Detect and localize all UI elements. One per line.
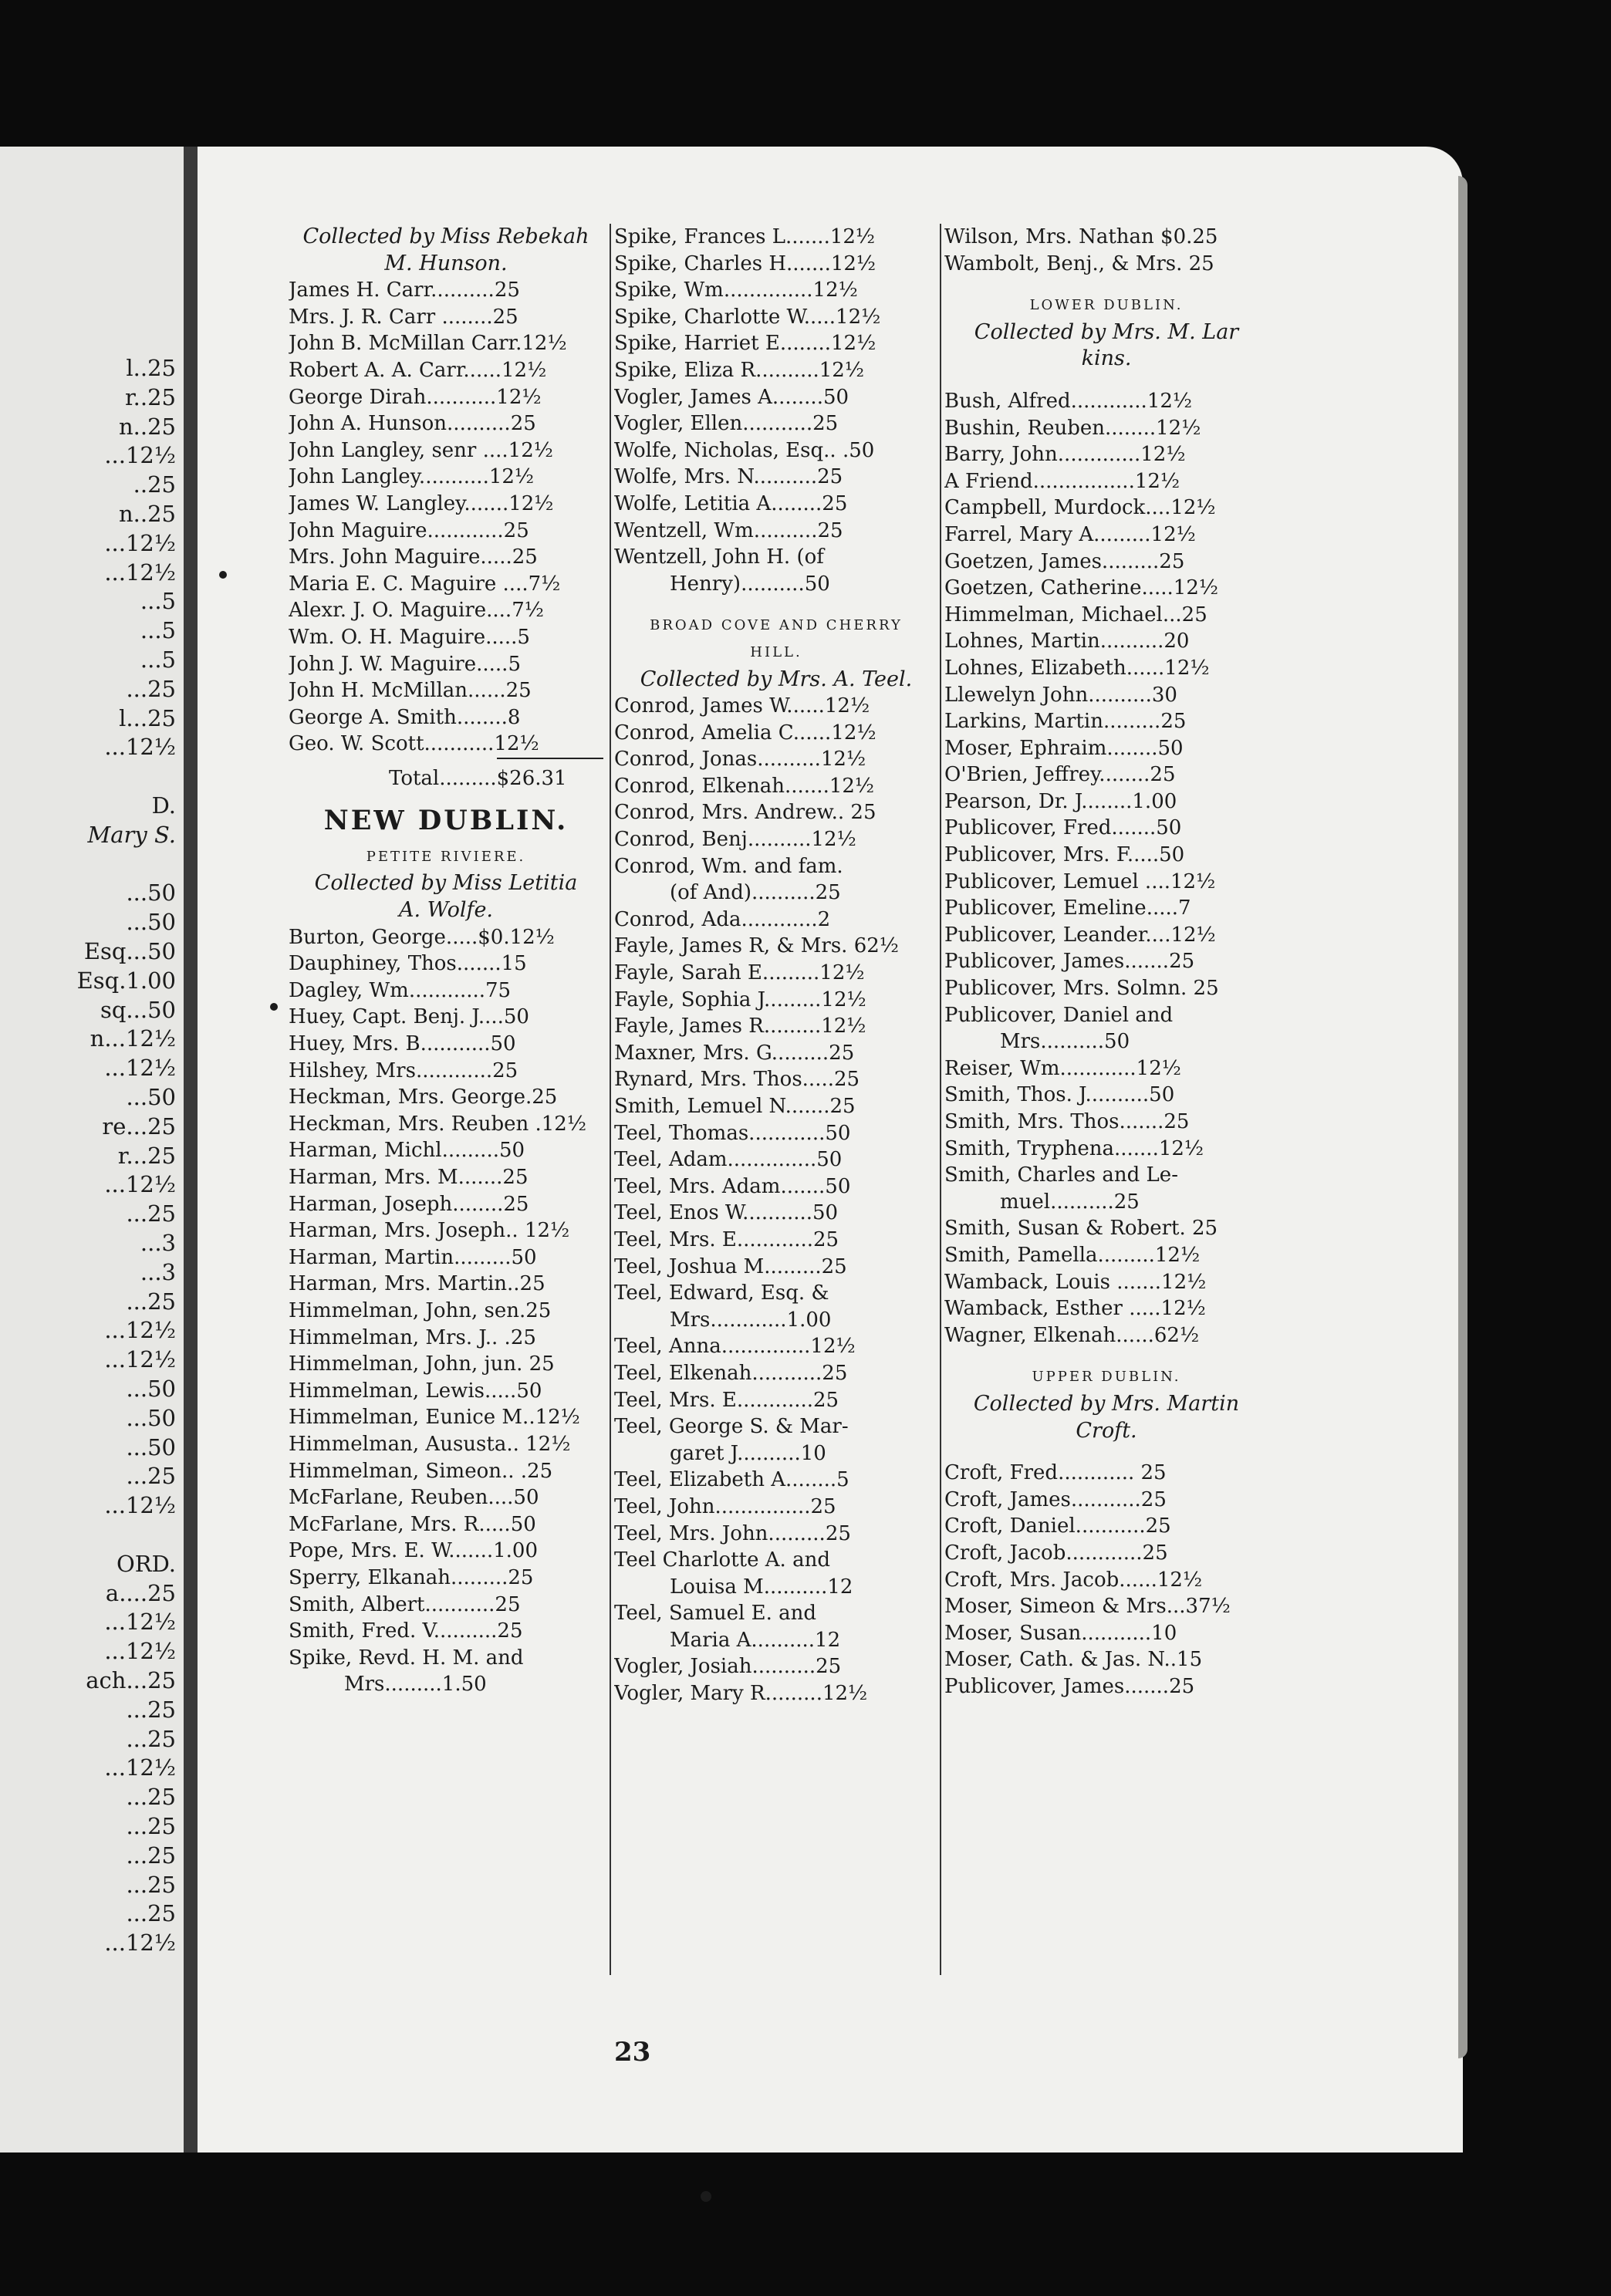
list-item: Pope, Mrs. E. W.......1.00 xyxy=(289,1539,539,1563)
list-item: John H. McMillan......25 xyxy=(289,679,532,703)
list-item: Harman, Joseph........25 xyxy=(289,1192,529,1216)
list-item: Teel, George S. & Mar- xyxy=(614,1415,849,1439)
ink-speck xyxy=(270,1003,278,1011)
entry-list xyxy=(614,693,938,1707)
fragment-line: n..25 xyxy=(118,501,176,527)
list-item: Lohnes, Martin..........20 xyxy=(944,630,1190,653)
list-item: Henry)..........50 xyxy=(670,572,830,596)
list-item: James W. Langley.......12½ xyxy=(289,491,554,515)
list-item: John B. McMillan Carr.12½ xyxy=(289,332,567,356)
fragment-line: ...12½ xyxy=(104,559,176,586)
list-item: Wolfe, Letitia A........25 xyxy=(614,491,848,515)
list-item: Heckman, Mrs. George.25 xyxy=(289,1086,558,1109)
fragment-line: ...5 xyxy=(140,647,176,673)
list-item: Moser, Simeon & Mrs...37½ xyxy=(944,1595,1231,1619)
list-item: Wentzell, John H. (of xyxy=(614,545,824,569)
fragment-line: ...3 xyxy=(140,1230,176,1256)
column-3 xyxy=(944,224,1268,1700)
list-item: Maria A..........12 xyxy=(670,1628,841,1652)
list-item: Fayle, James R.........12½ xyxy=(614,1015,866,1038)
list-item: Harman, Martin.........50 xyxy=(289,1245,537,1269)
fragment-line: ORD. xyxy=(116,1550,176,1577)
book-spine xyxy=(184,147,198,2152)
fragment-line: ...25 xyxy=(126,1696,176,1723)
list-item: Conrod, Amelia C......12½ xyxy=(614,721,876,745)
list-item: Moser, Ephraim........50 xyxy=(944,736,1184,760)
list-item: Croft, Jacob............25 xyxy=(944,1541,1168,1565)
list-item: Burton, George.....$0.12½ xyxy=(289,925,555,949)
fragment-line: ...12½ xyxy=(104,1609,176,1636)
list-item: Harman, Michl.........50 xyxy=(289,1139,525,1163)
fragment-line: n..25 xyxy=(118,413,176,440)
list-item: Teel, Mrs. E............25 xyxy=(614,1227,839,1251)
list-item: Vogler, James A........50 xyxy=(614,385,849,409)
list-item: James H. Carr..........25 xyxy=(289,279,520,302)
fragment-line: ...3 xyxy=(140,1258,176,1285)
entry-list xyxy=(289,277,603,758)
fragment-line: ...25 xyxy=(126,1871,176,1898)
fragment-line: Esq.1.00 xyxy=(76,967,176,994)
previous-page-fragment xyxy=(0,147,184,2152)
fragment-line: sq...50 xyxy=(100,996,176,1023)
list-item: Huey, Mrs. B...........50 xyxy=(289,1032,516,1056)
list-item: Goetzen, James.........25 xyxy=(944,549,1185,573)
collector-heading-cont: kins. xyxy=(1081,346,1132,371)
list-item: Dagley, Wm............75 xyxy=(289,978,512,1002)
list-item: garet J..........10 xyxy=(670,1441,826,1465)
list-item: A Friend................12½ xyxy=(944,469,1180,493)
fragment-line: a....25 xyxy=(105,1579,176,1606)
list-item: Wambolt, Benj., & Mrs. 25 xyxy=(944,252,1214,275)
page-edge xyxy=(1458,176,1467,2058)
list-item: Campbell, Murdock....12½ xyxy=(944,496,1216,520)
ink-speck xyxy=(219,571,227,579)
fragment-line: ...12½ xyxy=(104,1638,176,1665)
list-item: Spike, Wm..............12½ xyxy=(614,279,858,302)
list-item: Himmelman, Eunice M..12½ xyxy=(289,1406,580,1430)
fragment-line: ..25 xyxy=(133,471,176,498)
list-item: Smith, Mrs. Thos.......25 xyxy=(944,1110,1190,1133)
fragment-line: ...50 xyxy=(126,1433,176,1460)
list-item: Himmelman, Simeon.. .25 xyxy=(289,1459,553,1483)
list-item: Conrod, Benj..........12½ xyxy=(614,828,856,852)
fragment-line: ...25 xyxy=(126,1288,176,1315)
list-item: Conrod, Jonas..........12½ xyxy=(614,748,866,772)
list-item: Conrod, Ada............2 xyxy=(614,907,831,931)
list-item: Smith, Lemuel N.......25 xyxy=(614,1095,856,1118)
list-item: Smith, Charles and Le- xyxy=(944,1163,1178,1187)
list-item: George A. Smith........8 xyxy=(289,705,521,729)
list-item: Teel, Samuel E. and xyxy=(614,1602,817,1626)
list-item: Goetzen, Catherine.....12½ xyxy=(944,576,1219,600)
list-item: Wolfe, Nicholas, Esq.. .50 xyxy=(614,438,875,462)
list-item: Himmelman, Mrs. J.. .25 xyxy=(289,1325,536,1349)
list-item: Smith, Tryphena.......12½ xyxy=(944,1136,1204,1160)
list-item: Wm. O. H. Maguire.....5 xyxy=(289,625,530,649)
fragment-line: ...12½ xyxy=(104,442,176,469)
list-item: Himmelman, Aususta.. 12½ xyxy=(289,1432,571,1456)
list-item: Teel, Adam..............50 xyxy=(614,1148,843,1172)
collector-heading-cont: M. Hunson. xyxy=(384,251,508,275)
collector-heading: Collected by Miss Rebekah xyxy=(302,225,589,248)
collector-heading-cont: A. Wolfe. xyxy=(398,898,494,923)
fragment-line: l...25 xyxy=(119,704,176,731)
fragment-line: ...25 xyxy=(126,1842,176,1869)
fragment-line: ...5 xyxy=(140,617,176,644)
fragment-line: ...12½ xyxy=(104,1317,176,1344)
fragment-line: Esq...50 xyxy=(83,938,176,964)
entry-list xyxy=(614,224,938,597)
list-item: Wamback, Louis .......12½ xyxy=(944,1270,1207,1294)
list-item: McFarlane, Mrs. R.....50 xyxy=(289,1512,536,1536)
list-item: Spike, Eliza R..........12½ xyxy=(614,358,865,382)
sub-title: PETITE RIVIERE. xyxy=(366,848,526,865)
fragment-line: n...12½ xyxy=(90,1025,176,1052)
fragment-line: ...50 xyxy=(126,880,176,907)
list-item: Spike, Frances L.......12½ xyxy=(614,225,876,248)
list-item: Heckman, Mrs. Reuben .12½ xyxy=(289,1112,587,1136)
collector-heading: Collected by Miss Letitia xyxy=(314,871,578,896)
collector-heading: Collected by Mrs. Martin xyxy=(973,1391,1240,1416)
list-item: Croft, Fred............ 25 xyxy=(944,1461,1167,1485)
list-item: Teel, Elizabeth A........5 xyxy=(614,1468,849,1492)
list-item: Croft, Mrs. Jacob......12½ xyxy=(944,1568,1203,1592)
list-item: O'Brien, Jeffrey........25 xyxy=(944,763,1176,787)
fragment-line: ...50 xyxy=(126,1404,176,1431)
list-item: Wagner, Elkenah......62½ xyxy=(944,1323,1200,1347)
list-item: Publicover, Lemuel ....12½ xyxy=(944,869,1216,893)
list-item: Alexr. J. O. Maguire....7½ xyxy=(289,599,544,623)
list-item: Conrod, Elkenah.......12½ xyxy=(614,774,875,798)
list-item: Larkins, Martin.........25 xyxy=(944,710,1187,734)
list-item: George Dirah...........12½ xyxy=(289,385,542,409)
list-item: Rynard, Mrs. Thos.....25 xyxy=(614,1068,860,1092)
sub-title: BROAD COVE AND CHERRY xyxy=(650,617,903,634)
list-item: Conrod, Wm. and fam. xyxy=(614,854,843,878)
fragment-line: ...25 xyxy=(126,1900,176,1927)
list-item: Harman, Mrs. M.......25 xyxy=(289,1166,529,1189)
list-item: Teel, John...............25 xyxy=(614,1494,836,1518)
fragment-line: ...12½ xyxy=(104,734,176,761)
list-item: Publicover, Mrs. Solmn. 25 xyxy=(944,977,1219,1001)
fragment-line: Mary S. xyxy=(87,821,176,848)
list-item: Croft, Daniel...........25 xyxy=(944,1514,1171,1538)
list-item: Teel, Enos W...........50 xyxy=(614,1201,839,1225)
list-item: Mrs..........50 xyxy=(1000,1030,1130,1054)
list-item: (of And)..........25 xyxy=(670,881,841,905)
list-item: Spike, Harriet E........12½ xyxy=(614,332,876,356)
fragment-line: r...25 xyxy=(117,1142,176,1169)
list-item: Smith, Thos. J..........50 xyxy=(944,1083,1175,1107)
list-item: Moser, Cath. & Jas. N..15 xyxy=(944,1648,1203,1672)
list-item: Moser, Susan...........10 xyxy=(944,1621,1177,1645)
collector-heading-cont: Croft. xyxy=(1076,1418,1137,1443)
fragment-line: ...12½ xyxy=(104,1930,176,1957)
list-item: muel..........25 xyxy=(1000,1190,1140,1214)
list-item: John Langley...........12½ xyxy=(289,465,535,489)
list-item: Mrs. J. R. Carr ........25 xyxy=(289,305,518,329)
list-item: Croft, James...........25 xyxy=(944,1487,1167,1511)
fragment-line: ...12½ xyxy=(104,1754,176,1781)
fragment-line: ...50 xyxy=(126,1084,176,1110)
list-item: John Langley, senr ....12½ xyxy=(289,438,553,462)
list-item: Robert A. A. Carr......12½ xyxy=(289,358,547,382)
column-divider xyxy=(940,224,941,1975)
list-item: Wolfe, Mrs. N..........25 xyxy=(614,465,843,489)
list-item: Teel, Thomas............50 xyxy=(614,1121,851,1145)
column-divider xyxy=(610,224,611,1975)
list-item: Huey, Capt. Benj. J....50 xyxy=(289,1005,529,1029)
list-item: Mrs.........1.50 xyxy=(344,1673,487,1697)
list-item: Publicover, James.......25 xyxy=(944,950,1195,974)
list-item: Lohnes, Elizabeth......12½ xyxy=(944,656,1210,680)
list-item: McFarlane, Reuben....50 xyxy=(289,1486,539,1510)
list-item: Publicover, Daniel and xyxy=(944,1003,1174,1027)
ink-speck xyxy=(701,2191,711,2202)
list-item: Vogler, Ellen...........25 xyxy=(614,412,839,436)
fragment-line: ...25 xyxy=(126,1813,176,1839)
total-row xyxy=(389,758,603,798)
list-item: Farrel, Mary A.........12½ xyxy=(944,522,1196,546)
entry-list xyxy=(944,1460,1268,1700)
list-item: Louisa M..........12 xyxy=(670,1575,853,1599)
list-item: Wentzell, Wm..........25 xyxy=(614,518,843,542)
list-item: Himmelman, John, jun. 25 xyxy=(289,1352,555,1376)
list-item: Spike, Charlotte W.....12½ xyxy=(614,305,881,329)
fragment-line: ...12½ xyxy=(104,529,176,556)
list-item: Teel, Mrs. E............25 xyxy=(614,1388,839,1412)
list-item: Fayle, Sophia J.........12½ xyxy=(614,988,866,1011)
list-item: Maria E. C. Maguire ....7½ xyxy=(289,572,561,596)
list-item: Teel, Mrs. John.........25 xyxy=(614,1521,851,1545)
list-item: Publicover, Fred.......50 xyxy=(944,816,1182,840)
list-item: Mrs. John Maguire.....25 xyxy=(289,545,538,569)
list-item: Publicover, Leander....12½ xyxy=(944,923,1216,947)
list-item: Wamback, Esther .....12½ xyxy=(944,1297,1206,1321)
page-number: 23 xyxy=(614,2037,651,2068)
fragment-line: ...25 xyxy=(126,1200,176,1227)
sub-title: LOWER DUBLIN. xyxy=(1029,297,1184,314)
column-2 xyxy=(614,224,938,1707)
fragment-line: ...5 xyxy=(140,588,176,615)
fragment-line: ach...25 xyxy=(86,1667,176,1693)
fragment-line: ...25 xyxy=(126,1725,176,1752)
list-item: Maxner, Mrs. G.........25 xyxy=(614,1041,855,1065)
list-item: Himmelman, Lewis.....50 xyxy=(289,1379,542,1403)
list-item: Barry, John.............12½ xyxy=(944,443,1186,467)
total-text: Total.........$26.31 xyxy=(389,766,567,790)
list-item: Wilson, Mrs. Nathan $0.25 xyxy=(944,225,1218,248)
fragment-line: ...25 xyxy=(126,1463,176,1490)
list-item: Vogler, Mary R.........12½ xyxy=(614,1682,868,1706)
list-item: Smith, Pamella.........12½ xyxy=(944,1243,1201,1267)
list-item: Geo. W. Scott...........12½ xyxy=(289,732,539,756)
list-item: Teel, Anna..............12½ xyxy=(614,1335,856,1359)
list-item: Harman, Mrs. Joseph.. 12½ xyxy=(289,1219,570,1243)
fragment-line: D. xyxy=(151,792,176,819)
list-item: John J. W. Maguire.....5 xyxy=(289,652,521,676)
list-item: Fayle, Sarah E.........12½ xyxy=(614,961,865,985)
list-item: Teel, Elkenah...........25 xyxy=(614,1361,848,1385)
list-item: Conrod, James W......12½ xyxy=(614,694,870,718)
fragment-line: ...25 xyxy=(126,675,176,702)
fragment-line: ...12½ xyxy=(104,1346,176,1373)
entry-list xyxy=(944,224,1268,277)
list-item: Sperry, Elkanah.........25 xyxy=(289,1565,534,1589)
column-1 xyxy=(289,224,603,1698)
fragment-line: re...25 xyxy=(102,1113,176,1140)
list-item: Bushin, Reuben........12½ xyxy=(944,416,1201,440)
list-item: Teel, Mrs. Adam.......50 xyxy=(614,1174,851,1198)
list-item: John A. Hunson..........25 xyxy=(289,412,536,436)
fragment-line: r..25 xyxy=(124,383,176,410)
list-item: Hilshey, Mrs............25 xyxy=(289,1059,518,1082)
list-item: Conrod, Mrs. Andrew.. 25 xyxy=(614,801,876,825)
fragment-line: ...50 xyxy=(126,1376,176,1402)
fragment-line: ...25 xyxy=(126,1784,176,1811)
list-item: Himmelman, John, sen.25 xyxy=(289,1298,552,1322)
fragment-line: ...12½ xyxy=(104,1055,176,1082)
list-item: Llewelyn John..........30 xyxy=(944,683,1177,707)
list-item: Teel, Edward, Esq. & xyxy=(614,1281,829,1305)
list-item: Publicover, James.......25 xyxy=(944,1674,1195,1698)
list-item: Fayle, James R, & Mrs. 62½ xyxy=(614,934,899,958)
entry-list xyxy=(944,388,1268,1349)
list-item: Bush, Alfred............12½ xyxy=(944,389,1193,413)
list-item: Spike, Revd. H. M. and xyxy=(289,1646,524,1670)
list-item: Smith, Albert...........25 xyxy=(289,1592,521,1616)
list-item: Mrs............1.00 xyxy=(670,1308,832,1332)
list-item: Reiser, Wm............12½ xyxy=(944,1056,1181,1080)
list-item: Publicover, Emeline.....7 xyxy=(944,896,1191,920)
list-item: Pearson, Dr. J........1.00 xyxy=(944,789,1177,813)
collector-heading: Collected by Mrs. M. Lar xyxy=(974,319,1239,344)
entry-list xyxy=(289,924,603,1698)
section-title: NEW DUBLIN. xyxy=(323,804,569,836)
list-item: Smith, Fred. V..........25 xyxy=(289,1619,523,1643)
fragment-line: ...12½ xyxy=(104,1171,176,1198)
list-item: Dauphiney, Thos.......15 xyxy=(289,952,527,976)
fragment-line: l..25 xyxy=(126,355,176,381)
list-item: Vogler, Josiah..........25 xyxy=(614,1655,842,1679)
sub-title-cont: HILL. xyxy=(750,643,802,660)
fragment-line: ...12½ xyxy=(104,1492,176,1519)
list-item: Teel, Joshua M.........25 xyxy=(614,1254,847,1278)
collector-heading: Collected by Mrs. A. Teel. xyxy=(640,667,913,691)
list-item: John Maguire............25 xyxy=(289,518,529,542)
list-item: Harman, Mrs. Martin..25 xyxy=(289,1272,545,1296)
fragment-line: ...50 xyxy=(126,909,176,936)
list-item: Publicover, Mrs. F.....50 xyxy=(944,843,1185,867)
list-item: Himmelman, Michael...25 xyxy=(944,603,1207,626)
list-item: Spike, Charles H.......12½ xyxy=(614,252,876,275)
list-item: Teel Charlotte A. and xyxy=(614,1548,830,1572)
sub-title: UPPER DUBLIN. xyxy=(1032,1369,1181,1386)
list-item: Smith, Susan & Robert. 25 xyxy=(944,1217,1218,1241)
